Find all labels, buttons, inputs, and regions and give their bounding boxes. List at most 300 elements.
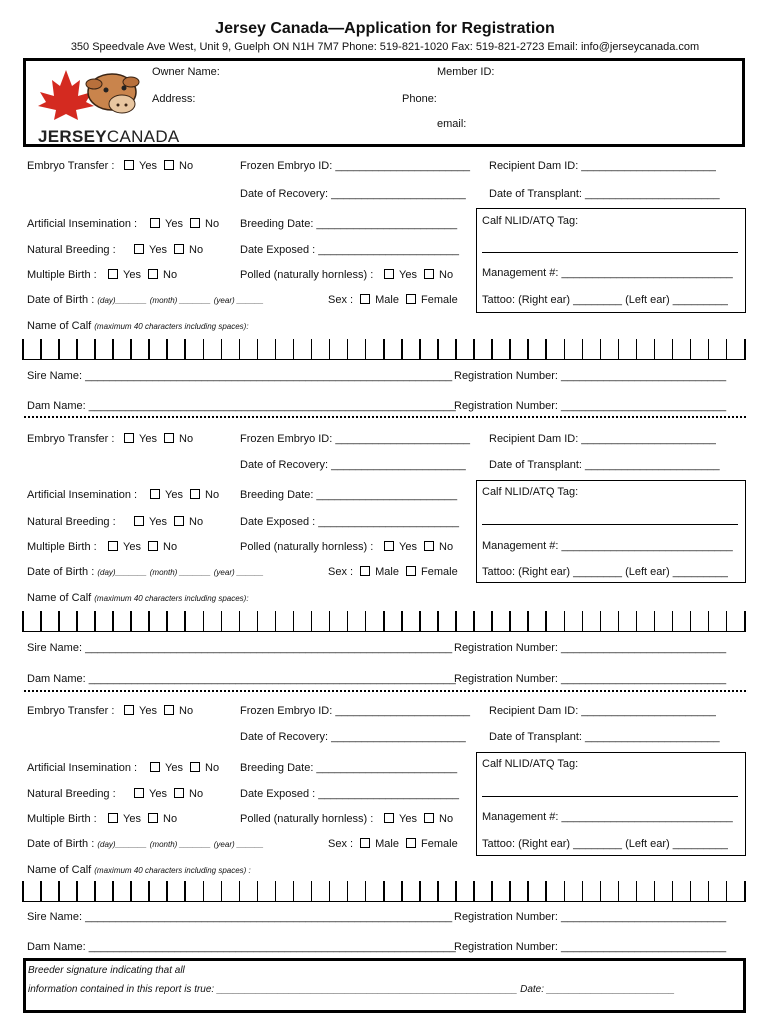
embryo-transfer-label: Embryo Transfer : [27, 160, 115, 172]
comb-divider [239, 881, 241, 901]
tattoo-field[interactable]: Tattoo: (Right ear) ________ (Left ear) _________ [482, 566, 728, 578]
comb-divider [437, 611, 439, 631]
comb-divider [365, 881, 367, 901]
comb-divider [203, 339, 205, 359]
comb-divider [672, 611, 674, 631]
multiple-birth-yes-checkbox[interactable] [108, 813, 118, 823]
date-of-birth-label: Date of Birth : [27, 838, 95, 850]
tattoo-field[interactable]: Tattoo: (Right ear) ________ (Left ear) _________ [482, 294, 728, 306]
date-of-transplant-field[interactable]: Date of Transplant: ______________________ [489, 731, 720, 743]
comb-divider [221, 339, 223, 359]
sex-male-checkbox[interactable] [360, 838, 370, 848]
management-number-field[interactable]: Management #: ____________________________ [482, 540, 733, 552]
comb-divider [672, 881, 674, 901]
multiple-birth-label: Multiple Birth : [27, 813, 97, 825]
calf-tag-label: Calf NLID/ATQ Tag: [482, 758, 579, 770]
sire-name-field[interactable]: Sire Name: ____________________________________________________________ [27, 370, 453, 382]
name-of-calf-row [27, 864, 251, 876]
comb-divider [600, 339, 602, 359]
name-of-calf-row [27, 320, 249, 332]
recipient-dam-id-field[interactable]: Recipient Dam ID: ______________________ [489, 705, 716, 717]
comb-divider [76, 611, 78, 631]
natural-breeding-no-checkbox[interactable] [174, 788, 184, 798]
comb-divider [40, 881, 42, 901]
calf-name-comb-input[interactable] [22, 610, 746, 632]
yes-label: Yes [165, 762, 183, 774]
comb-divider [582, 339, 584, 359]
comb-divider [545, 881, 547, 901]
sex-female-checkbox[interactable] [406, 566, 416, 576]
comb-divider [311, 339, 313, 359]
comb-divider [184, 881, 186, 901]
sex-label: Sex : [328, 566, 354, 578]
comb-divider [365, 339, 367, 359]
comb-divider [564, 881, 566, 901]
dob-month-field[interactable]: (month) _______ [149, 568, 211, 577]
calf-tag-input-line[interactable] [482, 524, 738, 525]
comb-divider [347, 611, 349, 631]
multiple-birth-label: Multiple Birth : [27, 269, 97, 281]
comb-divider [744, 611, 746, 631]
sex-female-checkbox[interactable] [406, 838, 416, 848]
sire-name-field[interactable]: Sire Name: ____________________________________________________________ [27, 911, 453, 923]
multiple-birth-no-checkbox[interactable] [148, 269, 158, 279]
yes-label: Yes [139, 433, 157, 445]
dam-name-field[interactable]: Dam Name: ____________________________________________________________ [27, 941, 456, 953]
date-exposed-field[interactable]: Date Exposed : _______________________ [240, 516, 459, 528]
sex-row [328, 838, 458, 850]
frozen-embryo-id-field[interactable]: Frozen Embryo ID: ______________________ [240, 705, 470, 717]
comb-divider [166, 881, 168, 901]
signature-statement-text: information contained in this report is true: [28, 984, 215, 995]
breeding-date-field[interactable]: Breeding Date: _______________________ [240, 489, 458, 501]
comb-divider [221, 881, 223, 901]
calf-tag-input-line[interactable] [482, 796, 738, 797]
comb-divider [347, 881, 349, 901]
comb-divider [401, 611, 403, 631]
comb-divider [708, 611, 710, 631]
comb-divider [130, 881, 132, 901]
page-title: Jersey Canada—Application for Registration [215, 20, 555, 37]
comb-divider [600, 611, 602, 631]
signature-input-line[interactable]: ______________________________________________________ [217, 984, 518, 995]
section-divider [24, 690, 746, 692]
comb-divider [545, 339, 547, 359]
natural-breeding-options [130, 244, 203, 256]
date-of-birth-label: Date of Birth : [27, 566, 95, 578]
comb-divider [148, 339, 150, 359]
no-label: No [439, 813, 454, 825]
comb-divider [473, 611, 475, 631]
natural-breeding-label: Natural Breeding : [27, 788, 116, 800]
natural-breeding-label: Natural Breeding : [27, 516, 116, 528]
date-of-recovery-field[interactable]: Date of Recovery: ______________________ [240, 459, 466, 471]
calf-tag-input-line[interactable] [482, 252, 738, 253]
yes-label: Yes [123, 269, 141, 281]
embryo-transfer-yes-checkbox[interactable] [124, 160, 134, 170]
comb-divider [437, 339, 439, 359]
natural-breeding-label: Natural Breeding : [27, 244, 116, 256]
comb-divider [690, 881, 692, 901]
ai-no-checkbox[interactable] [190, 218, 200, 228]
dob-day-field[interactable]: (day)_______ [97, 568, 147, 577]
yes-label: Yes [399, 813, 417, 825]
female-label: Female [421, 566, 458, 578]
dam-registration-number-field[interactable]: Registration Number: ___________________________ [454, 400, 727, 412]
comb-divider [527, 611, 529, 631]
comb-divider [293, 881, 295, 901]
comb-divider [112, 611, 114, 631]
comb-divider [203, 611, 205, 631]
comb-divider [419, 339, 421, 359]
date-exposed-field[interactable]: Date Exposed : _______________________ [240, 788, 459, 800]
comb-divider [654, 611, 656, 631]
logo-brand-thin: CANADA [106, 127, 180, 146]
dob-day-field[interactable]: (day)_______ [97, 840, 147, 849]
comb-divider [166, 611, 168, 631]
comb-divider [726, 881, 728, 901]
signature-statement-line2 [28, 984, 675, 995]
comb-divider [94, 611, 96, 631]
comb-divider [437, 881, 439, 901]
polled-label: Polled (naturally hornless) : [240, 269, 374, 281]
polled-no-checkbox[interactable] [424, 541, 434, 551]
comb-divider [166, 339, 168, 359]
frozen-embryo-id-field[interactable]: Frozen Embryo ID: ______________________ [240, 433, 470, 445]
comb-divider [509, 881, 511, 901]
female-label: Female [421, 294, 458, 306]
comb-divider [383, 611, 385, 631]
embryo-transfer-options [120, 433, 193, 445]
comb-divider [329, 611, 331, 631]
frozen-embryo-id-field[interactable]: Frozen Embryo ID: ______________________ [240, 160, 470, 172]
comb-divider [383, 881, 385, 901]
calf-tag-label: Calf NLID/ATQ Tag: [482, 215, 579, 227]
ai-no-checkbox[interactable] [190, 762, 200, 772]
natural-breeding-options [130, 516, 203, 528]
comb-divider [708, 339, 710, 359]
comb-divider [94, 881, 96, 901]
date-exposed-field[interactable]: Date Exposed : _______________________ [240, 244, 459, 256]
natural-breeding-no-checkbox[interactable] [174, 516, 184, 526]
polled-options [380, 269, 453, 281]
comb-divider [419, 611, 421, 631]
polled-yes-checkbox[interactable] [384, 813, 394, 823]
comb-divider [94, 339, 96, 359]
name-of-calf-hint: (maximum 40 characters including spaces): [94, 322, 249, 331]
management-number-field[interactable]: Management #: ____________________________ [482, 267, 733, 279]
date-of-transplant-field[interactable]: Date of Transplant: ______________________ [489, 459, 720, 471]
multiple-birth-options [104, 813, 177, 825]
name-of-calf-hint: (maximum 40 characters including spaces) : [94, 866, 251, 875]
comb-divider [293, 339, 295, 359]
polled-options [380, 541, 453, 553]
logo-brand-bold: JERSEY [38, 127, 107, 146]
dam-name-field[interactable]: Dam Name: ____________________________________________________________ [27, 673, 456, 685]
comb-divider [726, 339, 728, 359]
comb-divider [275, 339, 277, 359]
comb-divider [401, 339, 403, 359]
recipient-dam-id-field[interactable]: Recipient Dam ID: ______________________ [489, 160, 716, 172]
comb-divider [636, 339, 638, 359]
comb-divider [527, 881, 529, 901]
ai-yes-checkbox[interactable] [150, 218, 160, 228]
comb-divider [239, 611, 241, 631]
comb-divider [130, 611, 132, 631]
comb-divider [22, 339, 24, 359]
dob-month-field[interactable]: (month) _______ [149, 840, 211, 849]
artificial-insemination-label: Artificial Insemination : [27, 489, 138, 501]
comb-divider [491, 339, 493, 359]
no-label: No [179, 705, 194, 717]
signature-statement-line1: Breeder signature indicating that all [28, 965, 185, 976]
comb-divider [564, 339, 566, 359]
sire-registration-number-field[interactable]: Registration Number: ___________________________ [454, 911, 727, 923]
embryo-transfer-options [120, 160, 193, 172]
comb-divider [527, 339, 529, 359]
yes-label: Yes [149, 516, 167, 528]
artificial-insemination-label: Artificial Insemination : [27, 762, 138, 774]
comb-divider [564, 611, 566, 631]
date-of-recovery-field[interactable]: Date of Recovery: ______________________ [240, 188, 466, 200]
multiple-birth-no-checkbox[interactable] [148, 541, 158, 551]
date-of-birth-row [27, 566, 264, 578]
comb-divider [58, 881, 60, 901]
comb-divider [690, 611, 692, 631]
yes-label: Yes [123, 541, 141, 553]
multiple-birth-options [104, 541, 177, 553]
comb-divider [130, 339, 132, 359]
recipient-dam-id-field[interactable]: Recipient Dam ID: ______________________ [489, 433, 716, 445]
comb-divider [40, 339, 42, 359]
breeding-date-field[interactable]: Breeding Date: _______________________ [240, 762, 458, 774]
embryo-transfer-no-checkbox[interactable] [164, 160, 174, 170]
multiple-birth-label: Multiple Birth : [27, 541, 97, 553]
no-label: No [205, 218, 220, 230]
comb-divider [383, 339, 385, 359]
comb-divider [148, 881, 150, 901]
signature-date-field[interactable]: Date: _______________________ [520, 984, 675, 995]
male-label: Male [375, 838, 399, 850]
name-of-calf-label: Name of Calf [27, 864, 92, 876]
yes-label: Yes [399, 541, 417, 553]
comb-divider [58, 611, 60, 631]
comb-divider [636, 611, 638, 631]
sex-male-checkbox[interactable] [360, 566, 370, 576]
comb-divider [708, 881, 710, 901]
polled-options [380, 813, 453, 825]
sire-name-field[interactable]: Sire Name: ____________________________________________________________ [27, 642, 453, 654]
comb-divider [22, 611, 24, 631]
comb-divider [618, 339, 620, 359]
no-label: No [189, 244, 204, 256]
sex-female-checkbox[interactable] [406, 294, 416, 304]
embryo-transfer-yes-checkbox[interactable] [124, 433, 134, 443]
comb-divider [455, 339, 457, 359]
comb-divider [744, 339, 746, 359]
comb-divider [473, 339, 475, 359]
multiple-birth-yes-checkbox[interactable] [108, 541, 118, 551]
comb-divider [365, 611, 367, 631]
ai-options [146, 489, 219, 501]
comb-divider [112, 339, 114, 359]
artificial-insemination-label: Artificial Insemination : [27, 218, 138, 230]
comb-divider [275, 881, 277, 901]
sire-registration-number-field[interactable]: Registration Number: ___________________________ [454, 370, 727, 382]
comb-divider [112, 881, 114, 901]
no-label: No [439, 541, 454, 553]
management-number-field[interactable]: Management #: ____________________________ [482, 811, 733, 823]
comb-divider [455, 881, 457, 901]
comb-divider [293, 611, 295, 631]
comb-divider [148, 611, 150, 631]
member-id-label[interactable]: Member ID: [437, 66, 495, 78]
address-label[interactable]: Address: [152, 93, 196, 105]
embryo-transfer-label: Embryo Transfer : [27, 433, 115, 445]
contact-info: 350 Speedvale Ave West, Unit 9, Guelph ON N1H 7M7 Phone: 519-821-1020 Fax: 519-821-2723 Email: info@jerseycanada.com [70, 41, 700, 53]
no-label: No [179, 433, 194, 445]
natural-breeding-yes-checkbox[interactable] [134, 788, 144, 798]
yes-label: Yes [165, 489, 183, 501]
embryo-transfer-yes-checkbox[interactable] [124, 705, 134, 715]
comb-divider [600, 881, 602, 901]
date-of-transplant-field[interactable]: Date of Transplant: ______________________ [489, 188, 720, 200]
comb-divider [76, 339, 78, 359]
comb-divider [401, 881, 403, 901]
calf-name-comb-input[interactable] [22, 338, 746, 360]
no-label: No [179, 160, 194, 172]
yes-label: Yes [149, 244, 167, 256]
polled-label: Polled (naturally hornless) : [240, 541, 374, 553]
yes-label: Yes [123, 813, 141, 825]
sex-label: Sex : [328, 294, 354, 306]
section-divider [24, 416, 746, 418]
dam-name-field[interactable]: Dam Name: ____________________________________________________________ [27, 400, 456, 412]
dob-day-field[interactable]: (day)_______ [97, 296, 147, 305]
no-label: No [163, 269, 178, 281]
no-label: No [189, 516, 204, 528]
polled-label: Polled (naturally hornless) : [240, 813, 374, 825]
female-label: Female [421, 838, 458, 850]
date-of-birth-row [27, 294, 264, 306]
comb-divider [184, 611, 186, 631]
comb-divider [618, 611, 620, 631]
embryo-transfer-options [120, 705, 193, 717]
tattoo-field[interactable]: Tattoo: (Right ear) ________ (Left ear) _________ [482, 838, 728, 850]
polled-yes-checkbox[interactable] [384, 269, 394, 279]
natural-breeding-options [130, 788, 203, 800]
comb-divider [744, 881, 746, 901]
ai-yes-checkbox[interactable] [150, 489, 160, 499]
ai-yes-checkbox[interactable] [150, 762, 160, 772]
comb-divider [654, 881, 656, 901]
multiple-birth-no-checkbox[interactable] [148, 813, 158, 823]
dob-year-field[interactable]: (year) ______ [213, 840, 264, 849]
dam-registration-number-field[interactable]: Registration Number: ___________________________ [454, 673, 727, 685]
date-of-recovery-field[interactable]: Date of Recovery: ______________________ [240, 731, 466, 743]
no-label: No [163, 813, 178, 825]
yes-label: Yes [149, 788, 167, 800]
comb-divider [509, 611, 511, 631]
polled-no-checkbox[interactable] [424, 269, 434, 279]
comb-divider [419, 881, 421, 901]
comb-divider [203, 881, 205, 901]
comb-divider [329, 339, 331, 359]
yes-label: Yes [165, 218, 183, 230]
natural-breeding-no-checkbox[interactable] [174, 244, 184, 254]
embryo-transfer-no-checkbox[interactable] [164, 433, 174, 443]
ai-no-checkbox[interactable] [190, 489, 200, 499]
dob-year-field[interactable]: (year) ______ [213, 568, 264, 577]
comb-divider [654, 339, 656, 359]
comb-divider [329, 881, 331, 901]
comb-divider [257, 339, 259, 359]
breeding-date-field[interactable]: Breeding Date: _______________________ [240, 218, 458, 230]
owner-name-label[interactable]: Owner Name: [152, 66, 220, 78]
yes-label: Yes [399, 269, 417, 281]
multiple-birth-yes-checkbox[interactable] [108, 269, 118, 279]
natural-breeding-yes-checkbox[interactable] [134, 516, 144, 526]
email-label[interactable]: email: [437, 118, 467, 130]
dob-month-field[interactable]: (month) _______ [149, 296, 211, 305]
comb-divider [491, 611, 493, 631]
comb-divider [58, 339, 60, 359]
dam-registration-number-field[interactable]: Registration Number: ___________________________ [454, 941, 727, 953]
sex-row [328, 294, 458, 306]
polled-no-checkbox[interactable] [424, 813, 434, 823]
calf-tag-label: Calf NLID/ATQ Tag: [482, 486, 579, 498]
comb-divider [618, 881, 620, 901]
date-of-birth-label: Date of Birth : [27, 294, 95, 306]
no-label: No [439, 269, 454, 281]
comb-divider [76, 881, 78, 901]
name-of-calf-row [27, 592, 249, 604]
comb-divider [455, 611, 457, 631]
dob-year-field[interactable]: (year) ______ [213, 296, 264, 305]
ai-options [146, 218, 219, 230]
sex-label: Sex : [328, 838, 354, 850]
comb-divider [672, 339, 674, 359]
comb-divider [636, 881, 638, 901]
calf-name-comb-input[interactable] [22, 880, 746, 902]
no-label: No [205, 489, 220, 501]
comb-divider [491, 881, 493, 901]
name-of-calf-label: Name of Calf [27, 320, 92, 332]
comb-divider [311, 611, 313, 631]
yes-label: Yes [139, 705, 157, 717]
sire-registration-number-field[interactable]: Registration Number: ___________________________ [454, 642, 727, 654]
embryo-transfer-no-checkbox[interactable] [164, 705, 174, 715]
embryo-transfer-label: Embryo Transfer : [27, 705, 115, 717]
comb-divider [221, 611, 223, 631]
comb-divider [509, 339, 511, 359]
phone-label[interactable]: Phone: [402, 93, 437, 105]
comb-divider [347, 339, 349, 359]
yes-label: Yes [139, 160, 157, 172]
natural-breeding-yes-checkbox[interactable] [134, 244, 144, 254]
name-of-calf-label: Name of Calf [27, 592, 92, 604]
comb-divider [473, 881, 475, 901]
sex-male-checkbox[interactable] [360, 294, 370, 304]
male-label: Male [375, 294, 399, 306]
ai-options [146, 762, 219, 774]
date-of-birth-row [27, 838, 264, 850]
comb-divider [239, 339, 241, 359]
no-label: No [189, 788, 204, 800]
no-label: No [205, 762, 220, 774]
comb-divider [257, 611, 259, 631]
polled-yes-checkbox[interactable] [384, 541, 394, 551]
